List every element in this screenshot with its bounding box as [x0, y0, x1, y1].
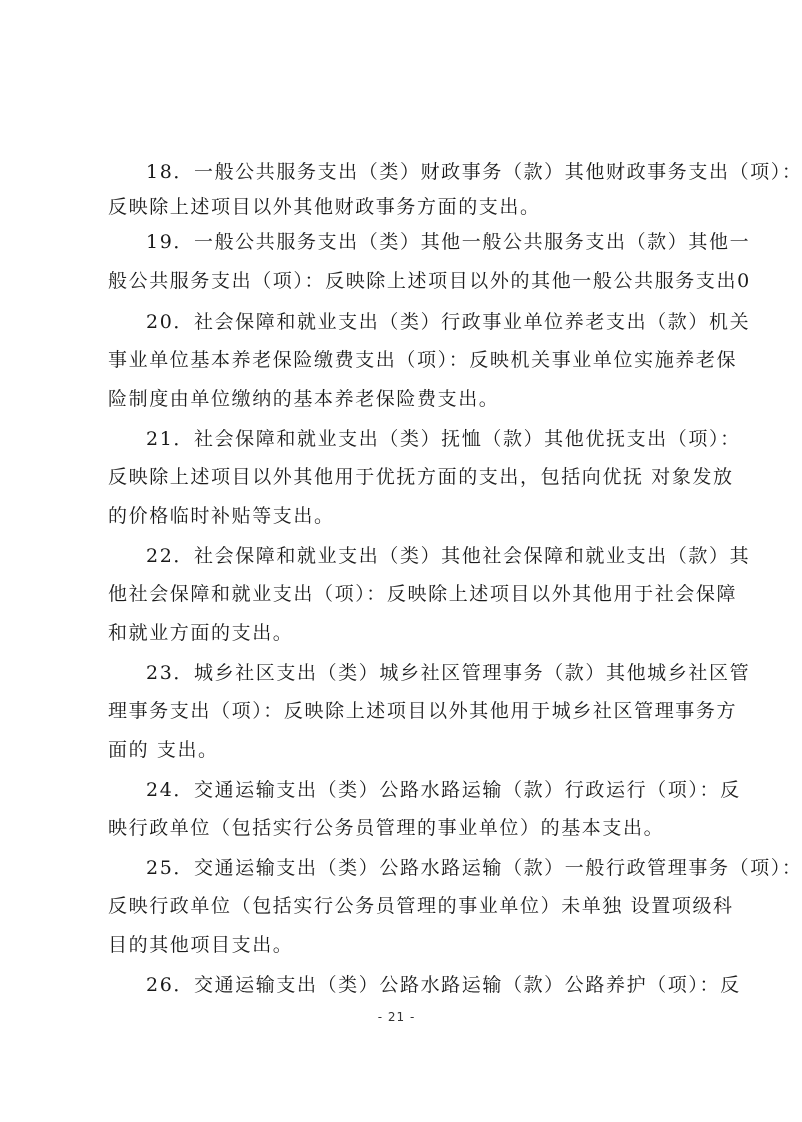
paragraph-24-line-2: 映行政单位（包括实行公务员管理的事业单位）的基本支出。 — [108, 817, 665, 839]
paragraph-23-line-1: 23．城乡社区支出（类）城乡社区管理事务（款）其他城乡社区管 — [146, 662, 751, 684]
paragraph-18-line-2: 反映除上述项目以外其他财政事务方面的支出。 — [108, 196, 541, 218]
paragraph-25-line-3: 目的其他项目支出。 — [108, 934, 294, 956]
paragraph-20-line-1: 20．社会保障和就业支出（类）行政事业单位养老支出（款）机关 — [146, 311, 751, 333]
paragraph-19-line-2: 般公共服务支出（项）：反映除上述项目以外的其他一般公共服务支出0 — [108, 270, 751, 292]
paragraph-21-line-1: 21．社会保障和就业支出（类）抚恤（款）其他优抚支出（项）： — [146, 428, 741, 450]
paragraph-20-line-3: 险制度由单位缴纳的基本养老保险费支出。 — [108, 388, 500, 410]
paragraph-24-line-1: 24．交通运输支出（类）公路水路运输（款）行政运行（项）：反 — [146, 779, 741, 801]
paragraph-26-line-1: 26．交通运输支出（类）公路水路运输（款）公路养护（项）：反 — [146, 974, 741, 996]
paragraph-21-line-3: 的价格临时补贴等支出。 — [108, 505, 335, 527]
paragraph-23-line-3: 面的 支出。 — [108, 739, 219, 761]
paragraph-19-line-1: 19．一般公共服务支出（类）其他一般公共服务支出（款）其他一 — [146, 231, 751, 253]
paragraph-22-line-2: 他社会保障和就业支出（项）：反映除上述项目以外其他用于社会保障 — [108, 583, 738, 605]
paragraph-22-line-3: 和就业方面的支出。 — [108, 622, 294, 644]
paragraph-25-line-1: 25．交通运输支出（类）公路水路运输（款）一般行政管理事务（项）： — [146, 857, 802, 879]
paragraph-20-line-2: 事业单位基本养老保险缴费支出（项）：反映机关事业单位实施养老保 — [108, 349, 738, 371]
paragraph-18-line-1: 18．一般公共服务支出（类）财政事务（款）其他财政事务支出（项）： — [146, 161, 802, 183]
paragraph-21-line-2: 反映除上述项目以外其他用于优抚方面的支出，包括向优抚 对象发放 — [108, 466, 734, 488]
paragraph-23-line-2: 理事务支出（项）：反映除上述项目以外其他用于城乡社区管理事务方 — [108, 700, 738, 722]
paragraph-22-line-1: 22．社会保障和就业支出（类）其他社会保障和就业支出（款）其 — [146, 545, 751, 567]
paragraph-25-line-2: 反映行政单位（包括实行公务员管理的事业单位）未单独 设置项级科 — [108, 895, 734, 917]
page-number: - 21 - — [377, 1010, 416, 1024]
